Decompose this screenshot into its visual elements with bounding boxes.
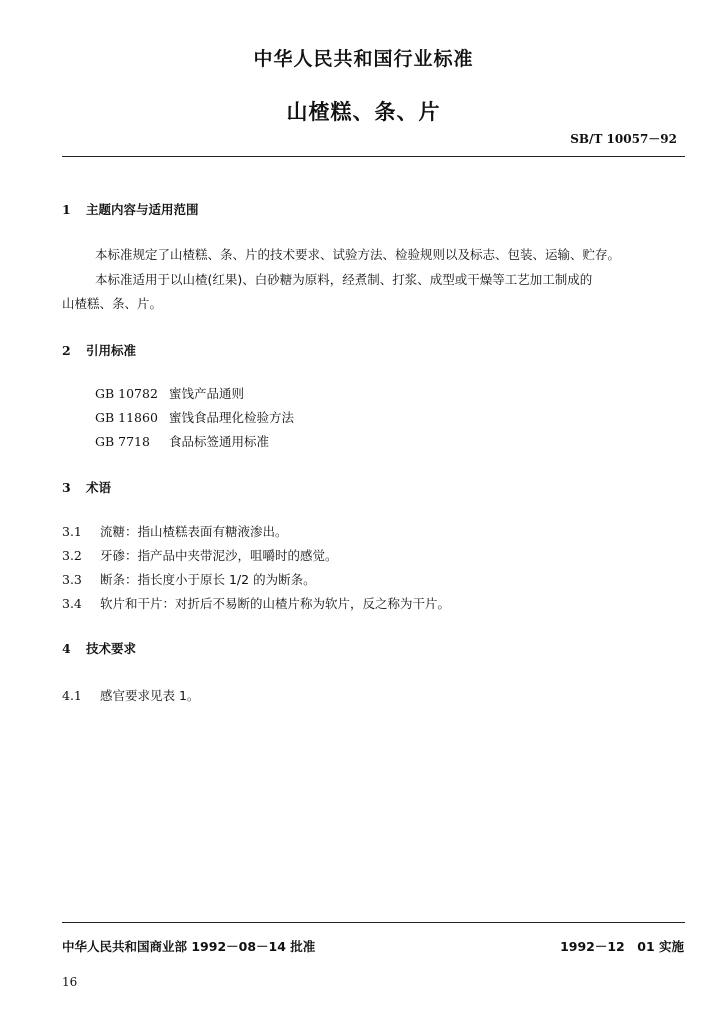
- term-text: 软片和干片：对折后不易断的山楂片称为软片，反之称为干片。: [100, 596, 451, 611]
- section-1-heading: [62, 200, 199, 218]
- reference-item: [95, 432, 269, 450]
- issuing-organization: 中华人民共和国行业标准: [253, 48, 474, 70]
- term-number: 3.1: [62, 524, 82, 539]
- section-2-number: 2: [62, 343, 71, 358]
- section-3-number: 3: [62, 480, 71, 495]
- term-number: 3.4: [62, 596, 82, 611]
- standard-code: SB/T 10057－92: [570, 132, 677, 146]
- reference-code: GB 7718: [95, 434, 150, 449]
- section-3-title: 术语: [86, 480, 112, 495]
- section-4-number: 4: [62, 641, 71, 656]
- term-number: 3.3: [62, 572, 82, 587]
- term-item: [62, 546, 338, 564]
- term-text: 断条：指长度小于原长 1/2 的为断条。: [100, 572, 316, 587]
- footer-divider: [62, 922, 685, 923]
- term-item: [62, 522, 288, 540]
- reference-name: 蜜饯产品通则: [169, 386, 245, 401]
- effective-date: 1992－12 01 实施: [560, 939, 684, 954]
- reference-name: 食品标签通用标准: [169, 434, 270, 449]
- section-1-paragraph-2-line-1: 本标准适用于以山楂(红果)、白砂糖为原料，经煮制、打浆、成型或干燥等工艺加工制成的: [95, 272, 593, 287]
- reference-item: [95, 408, 294, 426]
- term-item: [62, 594, 450, 612]
- section-2-title: 引用标准: [86, 343, 137, 358]
- section-1-paragraph-1: 本标准规定了山楂糕、条、片的技术要求、试验方法、检验规则以及标志、包装、运输、贮存。: [95, 247, 621, 262]
- reference-code: GB 11860: [95, 410, 158, 425]
- section-4-title: 技术要求: [86, 641, 137, 656]
- section-3-heading: [62, 478, 111, 496]
- header-divider: [62, 156, 685, 157]
- section-1-paragraph-2-line-2: 山楂糕、条、片。: [62, 296, 163, 311]
- requirement-number: 4.1: [62, 688, 82, 703]
- section-1-number: 1: [62, 202, 71, 217]
- reference-item: [95, 384, 244, 402]
- reference-code: GB 10782: [95, 386, 158, 401]
- approval-date: 中华人民共和国商业部 1992－08－14 批准: [62, 939, 316, 954]
- page-number: 16: [62, 975, 78, 989]
- term-item: [62, 570, 316, 588]
- requirement-text: 感官要求见表 1。: [100, 688, 200, 703]
- document-title: 山楂糕、条、片: [286, 100, 441, 124]
- section-4-heading: [62, 639, 136, 657]
- reference-name: 蜜饯食品理化检验方法: [169, 410, 295, 425]
- term-number: 3.2: [62, 548, 82, 563]
- term-text: 流糖：指山楂糕表面有糖液渗出。: [100, 524, 288, 539]
- section-2-heading: [62, 341, 136, 359]
- term-text: 牙碜：指产品中夹带泥沙，咀嚼时的感觉。: [100, 548, 338, 563]
- section-1-title: 主题内容与适用范围: [86, 202, 199, 217]
- requirement-item: [62, 686, 199, 704]
